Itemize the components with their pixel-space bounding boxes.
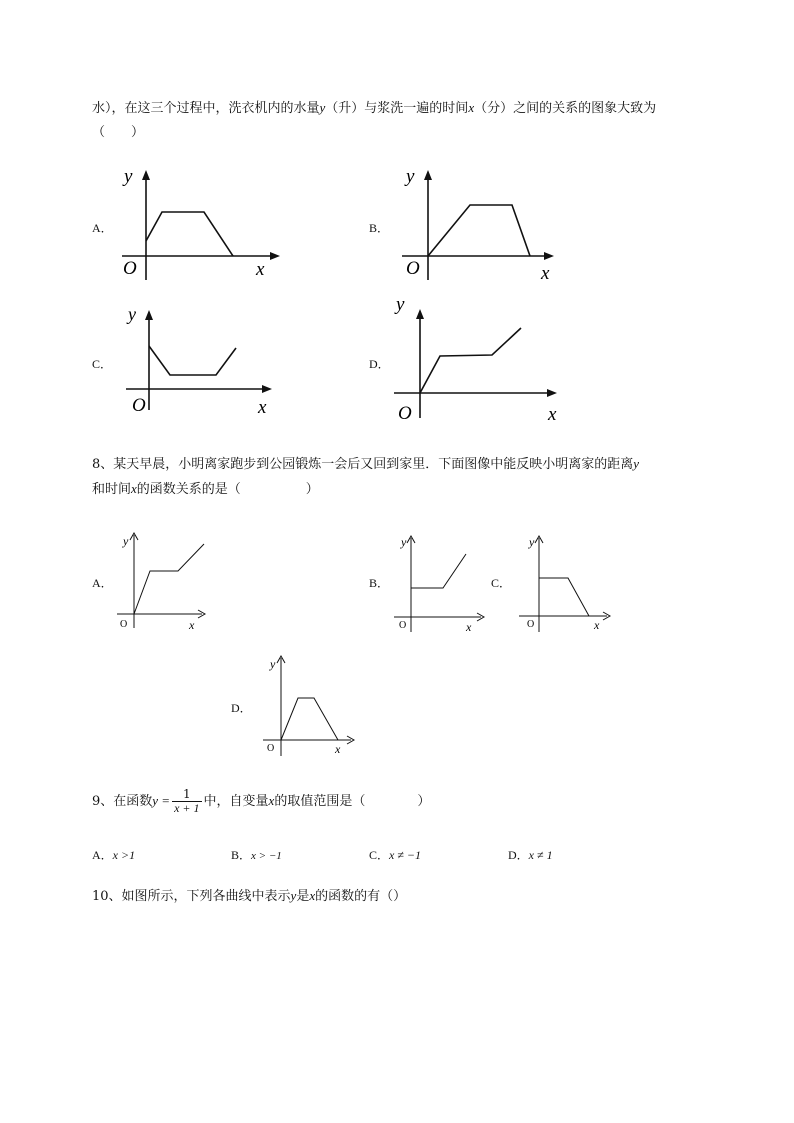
- y-axis-arrow: [145, 310, 153, 320]
- q9-option-b[interactable]: B．x > −1: [231, 848, 282, 862]
- q8-option-b-label[interactable]: B．: [369, 576, 390, 590]
- x-axis-label: x: [256, 259, 265, 280]
- y-axis-label: y: [529, 535, 535, 549]
- x-axis-arrow: [547, 389, 557, 397]
- graph-curve: [428, 205, 530, 256]
- x-axis-label: x: [548, 404, 557, 425]
- graph-curve: [420, 328, 521, 393]
- y-axis-label: y: [128, 304, 136, 324]
- origin-label: O: [399, 620, 407, 631]
- origin-label: O: [406, 258, 420, 279]
- origin-label: O: [527, 619, 535, 630]
- q8-stem-line1: 8、某天早晨，小明离家跑步到公园锻炼一会后又回到家里．下面图像中能反映小明离家的距离y: [92, 456, 640, 472]
- graph-curve: [539, 578, 589, 616]
- origin-label: O: [398, 403, 412, 424]
- x-axis-label: x: [541, 263, 550, 284]
- q9-option-d[interactable]: D．x ≠ 1: [508, 848, 553, 862]
- graph-curve: [149, 346, 236, 375]
- x-axis-arrow: [262, 385, 272, 393]
- y-axis-label: y: [401, 535, 407, 549]
- y-axis-arrow: [416, 309, 424, 319]
- q8-graph-c[interactable]: [515, 528, 615, 636]
- q8-option-c-label[interactable]: C．: [491, 576, 512, 590]
- q9-stem: 9、在函数y = $\frac{1}{x + 1}$ 中，自变量x的取值范围是（ ）: [92, 787, 431, 815]
- x-axis-arrow: [544, 252, 554, 260]
- q7-graph-d[interactable]: [390, 288, 570, 428]
- y-axis-label: y: [406, 166, 415, 187]
- y-axis-arrow: [142, 170, 150, 180]
- q8-graph-d[interactable]: [259, 652, 359, 760]
- x-axis-arrow: [270, 252, 280, 260]
- q7-graph-a[interactable]: [112, 160, 287, 285]
- q10-stem: 10、如图所示，下列各曲线中表示y是x的函数的有（）: [92, 888, 407, 904]
- x-axis-label: x: [335, 742, 341, 756]
- graph-curve: [134, 544, 204, 614]
- q8-option-d-label[interactable]: D．: [231, 701, 252, 715]
- q8-graph-a[interactable]: [112, 530, 212, 635]
- q8-stem-line2: 和时间x的函数关系的是（ ）: [92, 481, 319, 497]
- q9-function-lhs: y =: [152, 793, 171, 808]
- x-axis-label: x: [189, 618, 195, 632]
- q9-option-a[interactable]: A．x >1: [92, 848, 136, 862]
- origin-label: O: [123, 258, 137, 279]
- origin-label: O: [120, 619, 128, 630]
- q7-option-b-label[interactable]: B．: [369, 221, 390, 235]
- origin-label: O: [132, 395, 146, 416]
- q7-stem-line1: 水），在这三个过程中，洗衣机内的水量y（升）与浆洗一遍的时间x（分）之间的关系的图象大致为: [92, 100, 657, 116]
- q7-option-a-label[interactable]: A．: [92, 221, 113, 235]
- y-axis-label: y: [123, 534, 129, 548]
- x-axis-label: x: [258, 397, 267, 418]
- y-axis-arrow: [424, 170, 432, 180]
- q7-option-c-label[interactable]: C．: [92, 357, 113, 371]
- graph-curve: [411, 554, 466, 588]
- graph-curve: [281, 698, 338, 740]
- q9-option-c[interactable]: C．x ≠ −1: [369, 848, 422, 862]
- q7-graph-b[interactable]: [396, 160, 566, 285]
- y-axis-label: y: [124, 166, 133, 187]
- q8-option-a-label[interactable]: A．: [92, 576, 113, 590]
- q8-graph-b[interactable]: [390, 528, 490, 636]
- q9-fraction: $\frac{1}{x + 1}$: [174, 787, 200, 815]
- q7-option-d-label[interactable]: D．: [369, 357, 390, 371]
- q7-graph-c[interactable]: [116, 298, 286, 418]
- origin-label: O: [267, 743, 275, 754]
- x-axis-label: x: [466, 620, 472, 634]
- y-axis-label: y: [396, 294, 405, 315]
- y-axis-label: y: [270, 657, 276, 671]
- x-axis-label: x: [594, 618, 600, 632]
- graph-curve: [146, 212, 233, 256]
- q7-stem-line2: （ ）: [92, 125, 145, 140]
